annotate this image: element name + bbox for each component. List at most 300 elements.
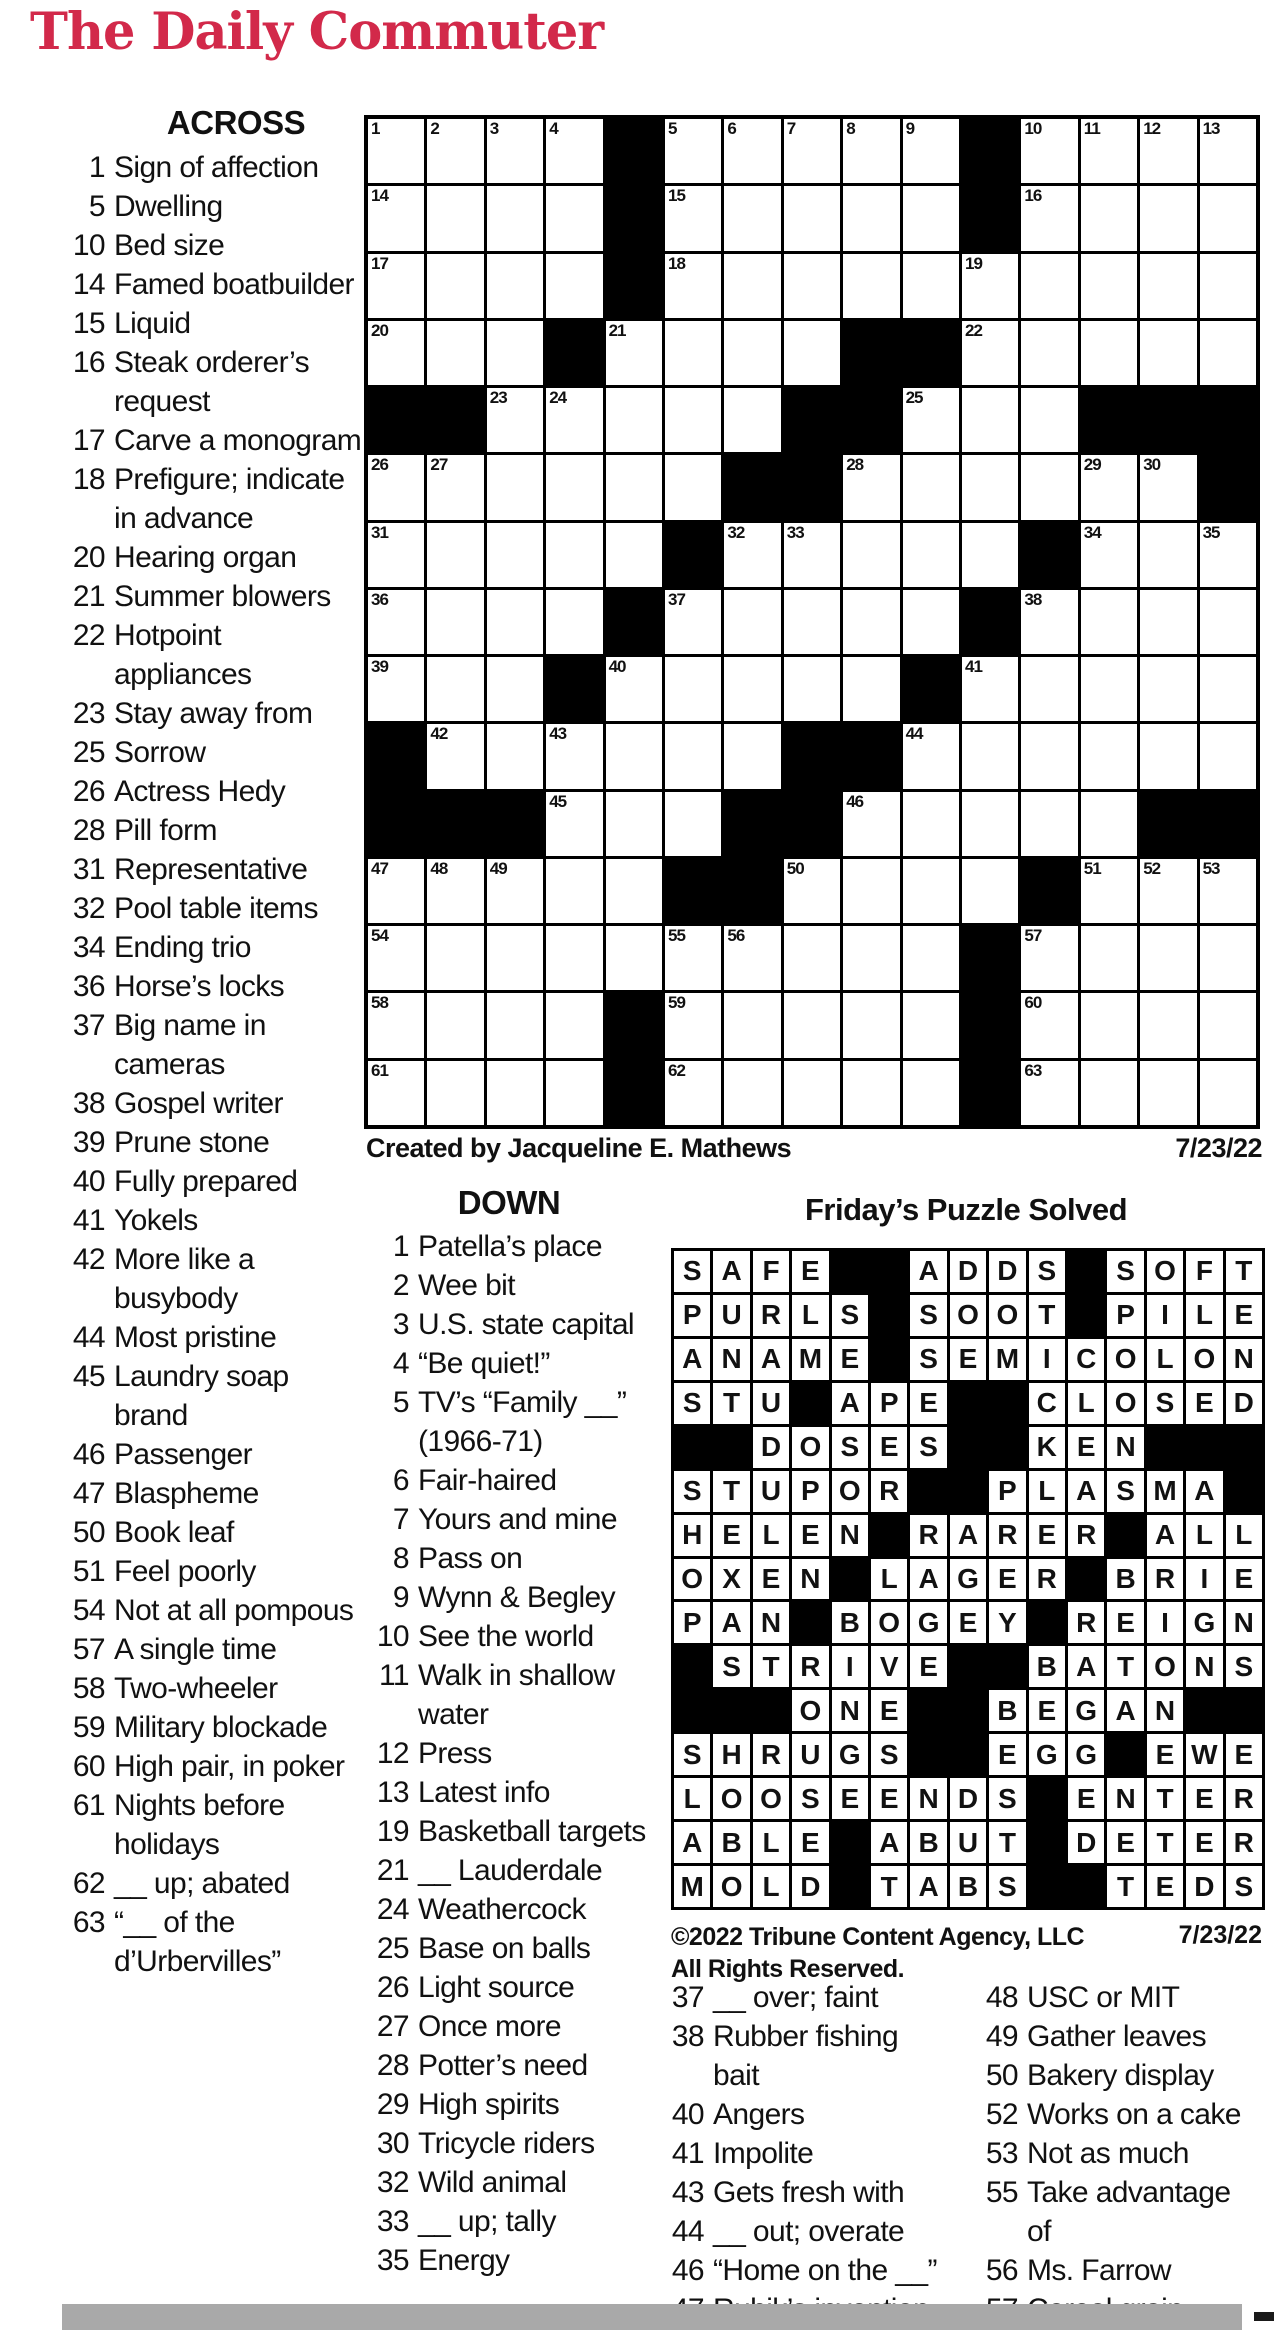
clue-item [55, 889, 417, 928]
grid-cell[interactable] [665, 119, 721, 183]
clue-number: 14 [72, 268, 105, 301]
grid-cell[interactable] [784, 523, 840, 587]
grid-cell[interactable] [487, 186, 543, 250]
solved-black-cell [871, 1339, 907, 1380]
grid-cell[interactable] [1021, 388, 1077, 452]
grid-cell[interactable] [1021, 1061, 1077, 1125]
grid-cell[interactable] [962, 859, 1018, 923]
grid-cell[interactable] [1081, 859, 1137, 923]
grid-cell[interactable] [427, 926, 483, 990]
grid-cell[interactable] [1200, 926, 1256, 990]
grid-cell[interactable] [546, 388, 602, 452]
grid-cell[interactable] [427, 119, 483, 183]
solved-letter-cell: P [989, 1471, 1025, 1512]
grid-cell[interactable] [1081, 321, 1137, 385]
grid-cell[interactable] [903, 388, 959, 452]
solved-black-cell [674, 1690, 710, 1731]
grid-cell[interactable] [665, 388, 721, 452]
grid-cell[interactable] [903, 186, 959, 250]
grid-cell[interactable] [1081, 724, 1137, 788]
grid-cell[interactable] [487, 119, 543, 183]
grid-cell[interactable] [903, 119, 959, 183]
grid-cell[interactable] [1140, 254, 1196, 318]
grid-cell[interactable] [843, 455, 899, 519]
grid-cell[interactable] [843, 657, 899, 721]
black-cell [1021, 859, 1077, 923]
cell-number: 58 [371, 993, 388, 1013]
solved-letter-cell: S [1147, 1383, 1183, 1424]
solved-letter-cell: A [674, 1822, 710, 1863]
grid-cell[interactable] [784, 1061, 840, 1125]
cell-number: 20 [371, 320, 388, 340]
clue-number: 43 [671, 2176, 704, 2209]
solved-black-cell [950, 1427, 986, 1468]
grid-cell[interactable] [1081, 254, 1137, 318]
clue-text: Hotpoint appliances [114, 619, 252, 691]
solved-letter-cell: A [713, 1602, 749, 1643]
grid-cell[interactable] [962, 792, 1018, 856]
solved-letter-cell: N [1226, 1339, 1262, 1380]
clue-text: Gospel writer [114, 1087, 283, 1120]
cell-number: 19 [965, 253, 982, 273]
clue-item [960, 2173, 1274, 2251]
grid-cell[interactable] [427, 657, 483, 721]
grid-cell[interactable] [843, 792, 899, 856]
grid-cell[interactable] [724, 119, 780, 183]
grid-cell[interactable] [427, 590, 483, 654]
grid-cell[interactable] [843, 590, 899, 654]
grid-cell[interactable] [1140, 657, 1196, 721]
grid-cell[interactable] [1200, 523, 1256, 587]
clue-number: 38 [72, 1087, 105, 1120]
grid-cell[interactable] [487, 590, 543, 654]
grid-cell[interactable] [1200, 119, 1256, 183]
black-cell [546, 321, 602, 385]
grid-cell[interactable] [1081, 926, 1137, 990]
grid-cell[interactable] [546, 254, 602, 318]
clue-item [55, 148, 417, 187]
solved-letter-cell: T [1107, 1646, 1143, 1687]
solved-letter-cell: A [871, 1822, 907, 1863]
grid-cell[interactable] [427, 724, 483, 788]
solved-black-cell [1226, 1427, 1262, 1468]
solved-letter-cell: A [910, 1559, 946, 1600]
grid-cell[interactable] [962, 724, 1018, 788]
cell-number: 53 [1202, 858, 1220, 878]
grid-cell[interactable] [1021, 926, 1077, 990]
clue-text: TV’s “Family __” (1966-71) [418, 1386, 627, 1458]
grid-cell[interactable] [1140, 1061, 1196, 1125]
grid-cell[interactable] [546, 119, 602, 183]
grid-cell[interactable] [487, 388, 543, 452]
grid-cell[interactable] [962, 455, 1018, 519]
grid-cell[interactable] [724, 1061, 780, 1125]
clue-number: 16 [72, 346, 105, 379]
bottom-scrollbar-track[interactable] [62, 2304, 1242, 2330]
grid-cell[interactable] [903, 254, 959, 318]
grid-cell[interactable] [1021, 321, 1077, 385]
grid-cell[interactable] [962, 388, 1018, 452]
grid-cell[interactable] [368, 657, 424, 721]
grid-cell[interactable] [1200, 657, 1256, 721]
grid-cell[interactable] [1081, 523, 1137, 587]
clue-item [55, 226, 417, 265]
puzzle-grid[interactable] [364, 115, 1260, 1129]
clue-text: “Home on the __” [713, 2254, 937, 2287]
grid-cell[interactable] [368, 859, 424, 923]
clue-text: Not as much [1027, 2137, 1189, 2170]
clue-item [353, 1305, 665, 1344]
solved-letter-cell: S [832, 1427, 868, 1468]
clue-number: 27 [376, 2010, 409, 2043]
clue-text: Book leaf [114, 1516, 234, 1549]
grid-cell[interactable] [724, 926, 780, 990]
grid-cell[interactable] [368, 926, 424, 990]
grid-cell[interactable] [665, 254, 721, 318]
solved-letter-cell: L [1147, 1339, 1183, 1380]
grid-cell[interactable] [843, 186, 899, 250]
grid-cell[interactable] [724, 321, 780, 385]
grid-cell[interactable] [1021, 186, 1077, 250]
clue-item [55, 694, 417, 733]
clue-text: Pass on [418, 1542, 523, 1575]
grid-cell[interactable] [606, 388, 662, 452]
grid-cell[interactable] [606, 321, 662, 385]
grid-cell[interactable] [784, 657, 840, 721]
grid-cell[interactable] [1140, 859, 1196, 923]
solved-black-cell [910, 1471, 946, 1512]
grid-cell[interactable] [1140, 926, 1196, 990]
grid-cell[interactable] [1140, 186, 1196, 250]
solved-black-cell [950, 1690, 986, 1731]
black-cell [962, 926, 1018, 990]
grid-cell[interactable] [427, 254, 483, 318]
clue-number: 17 [72, 424, 105, 457]
clue-text: U.S. state capital [418, 1308, 634, 1341]
grid-cell[interactable] [606, 792, 662, 856]
byline-row [366, 1133, 1262, 1164]
grid-cell[interactable] [1081, 455, 1137, 519]
solved-letter-cell: N [713, 1339, 749, 1380]
grid-cell[interactable] [606, 455, 662, 519]
clue-number: 53 [985, 2137, 1018, 2170]
grid-cell[interactable] [903, 859, 959, 923]
clue-item [353, 1890, 665, 1929]
cell-number: 57 [1024, 926, 1042, 946]
grid-cell[interactable] [665, 926, 721, 990]
grid-cell[interactable] [487, 1061, 543, 1125]
grid-cell[interactable] [368, 254, 424, 318]
grid-cell[interactable] [903, 590, 959, 654]
grid-cell[interactable] [546, 455, 602, 519]
cell-number: 40 [608, 657, 626, 677]
grid-cell[interactable] [843, 926, 899, 990]
grid-cell[interactable] [903, 523, 959, 587]
grid-cell[interactable] [546, 186, 602, 250]
black-cell [665, 859, 721, 923]
clue-text: Not at all pompous [114, 1594, 354, 1627]
grid-cell[interactable] [487, 455, 543, 519]
grid-cell[interactable] [784, 321, 840, 385]
grid-cell[interactable] [1140, 724, 1196, 788]
clue-text: Military blockade [114, 1711, 328, 1744]
grid-cell[interactable] [1200, 321, 1256, 385]
clue-item [55, 265, 417, 304]
grid-cell[interactable] [546, 792, 602, 856]
solved-letter-cell: S [1226, 1866, 1262, 1907]
clue-number: 26 [376, 1971, 409, 2004]
grid-cell[interactable] [1140, 590, 1196, 654]
grid-cell[interactable] [368, 590, 424, 654]
grid-cell[interactable] [843, 993, 899, 1057]
cell-number: 46 [846, 791, 864, 811]
grid-cell[interactable] [784, 186, 840, 250]
grid-cell[interactable] [1200, 254, 1256, 318]
clue-item [648, 2251, 953, 2290]
grid-cell[interactable] [1140, 455, 1196, 519]
grid-cell[interactable] [665, 321, 721, 385]
grid-cell[interactable] [487, 993, 543, 1057]
solved-letter-cell: S [832, 1295, 868, 1336]
grid-cell[interactable] [606, 523, 662, 587]
grid-cell[interactable] [1021, 792, 1077, 856]
grid-cell[interactable] [606, 657, 662, 721]
grid-cell[interactable] [1081, 119, 1137, 183]
clue-number: 31 [72, 853, 105, 886]
grid-cell[interactable] [1200, 590, 1256, 654]
cell-number: 52 [1143, 858, 1161, 878]
grid-cell[interactable] [427, 523, 483, 587]
grid-cell[interactable] [665, 590, 721, 654]
solved-letter-cell: L [871, 1559, 907, 1600]
grid-cell[interactable] [962, 321, 1018, 385]
clue-text: __ up; abated [114, 1867, 290, 1900]
solved-letter-cell: V [871, 1646, 907, 1687]
solved-letter-cell: E [1147, 1866, 1183, 1907]
black-cell [606, 993, 662, 1057]
grid-cell[interactable] [665, 724, 721, 788]
clue-item [55, 1084, 417, 1123]
clue-text: Ending trio [114, 931, 251, 964]
grid-cell[interactable] [724, 388, 780, 452]
grid-cell[interactable] [665, 186, 721, 250]
clue-number: 48 [985, 1981, 1018, 2014]
clue-item [353, 1617, 665, 1656]
clue-text: Summer blowers [114, 580, 331, 613]
clue-number: 50 [72, 1516, 105, 1549]
solved-letter-cell: U [753, 1383, 789, 1424]
clue-number: 1 [88, 151, 105, 184]
grid-cell[interactable] [843, 859, 899, 923]
clue-text: Laundry soap brand [114, 1360, 289, 1432]
grid-cell[interactable] [368, 523, 424, 587]
grid-cell[interactable] [546, 926, 602, 990]
grid-cell[interactable] [368, 993, 424, 1057]
solved-black-cell [832, 1251, 868, 1292]
solved-letter-cell: S [989, 1778, 1025, 1819]
grid-cell[interactable] [1081, 1061, 1137, 1125]
grid-cell[interactable] [1140, 523, 1196, 587]
grid-cell[interactable] [1081, 186, 1137, 250]
grid-cell[interactable] [843, 254, 899, 318]
grid-cell[interactable] [427, 1061, 483, 1125]
grid-cell[interactable] [427, 859, 483, 923]
solved-letter-cell: S [674, 1383, 710, 1424]
grid-cell[interactable] [724, 724, 780, 788]
grid-cell[interactable] [427, 455, 483, 519]
grid-cell[interactable] [546, 724, 602, 788]
grid-cell[interactable] [1021, 254, 1077, 318]
cell-number: 26 [371, 455, 388, 475]
grid-cell[interactable] [665, 993, 721, 1057]
grid-cell[interactable] [724, 186, 780, 250]
grid-cell[interactable] [487, 657, 543, 721]
solved-black-cell [1107, 1734, 1143, 1775]
grid-cell[interactable] [1021, 993, 1077, 1057]
solved-letter-cell: A [1068, 1471, 1104, 1512]
clue-text: Prune stone [114, 1126, 270, 1159]
grid-cell[interactable] [1021, 724, 1077, 788]
grid-cell[interactable] [546, 1061, 602, 1125]
clue-item [353, 2202, 665, 2241]
grid-cell[interactable] [962, 254, 1018, 318]
grid-cell[interactable] [606, 926, 662, 990]
grid-cell[interactable] [1021, 590, 1077, 654]
solved-letter-cell: A [1107, 1690, 1143, 1731]
solved-letter-cell: E [871, 1690, 907, 1731]
clue-number: 37 [72, 1009, 105, 1042]
grid-cell[interactable] [1081, 792, 1137, 856]
grid-cell[interactable] [903, 993, 959, 1057]
grid-cell[interactable] [1200, 993, 1256, 1057]
solved-black-cell [832, 1822, 868, 1863]
grid-cell[interactable] [903, 926, 959, 990]
down-clues-continued-right [960, 1978, 1274, 2329]
grid-cell[interactable] [1021, 119, 1077, 183]
grid-cell[interactable] [843, 1061, 899, 1125]
grid-cell[interactable] [1200, 186, 1256, 250]
solved-letter-cell: N [753, 1602, 789, 1643]
grid-cell[interactable] [546, 993, 602, 1057]
grid-cell[interactable] [784, 590, 840, 654]
grid-cell[interactable] [724, 657, 780, 721]
black-cell [368, 724, 424, 788]
grid-cell[interactable] [487, 321, 543, 385]
grid-cell[interactable] [487, 254, 543, 318]
solved-letter-cell: U [950, 1822, 986, 1863]
grid-cell[interactable] [1200, 724, 1256, 788]
grid-cell[interactable] [665, 1061, 721, 1125]
solved-letter-cell: N [832, 1690, 868, 1731]
grid-cell[interactable] [546, 590, 602, 654]
grid-cell[interactable] [843, 119, 899, 183]
solved-black-cell [753, 1690, 789, 1731]
grid-cell[interactable] [1200, 859, 1256, 923]
grid-cell[interactable] [487, 926, 543, 990]
solved-black-cell [989, 1383, 1025, 1424]
grid-cell[interactable] [724, 993, 780, 1057]
solved-letter-cell: N [1186, 1646, 1222, 1687]
grid-cell[interactable] [962, 523, 1018, 587]
solved-letter-cell: G [1186, 1602, 1222, 1643]
grid-cell[interactable] [784, 254, 840, 318]
grid-cell[interactable] [606, 724, 662, 788]
grid-cell[interactable] [724, 523, 780, 587]
clue-text: “Be quiet!” [418, 1347, 550, 1380]
grid-cell[interactable] [427, 993, 483, 1057]
grid-cell[interactable] [784, 993, 840, 1057]
grid-cell[interactable] [903, 455, 959, 519]
grid-cell[interactable] [427, 186, 483, 250]
grid-cell[interactable] [487, 523, 543, 587]
black-cell [546, 657, 602, 721]
grid-cell[interactable] [368, 186, 424, 250]
grid-cell[interactable] [1021, 657, 1077, 721]
grid-cell[interactable] [784, 859, 840, 923]
solved-black-cell [674, 1646, 710, 1687]
grid-cell[interactable] [665, 455, 721, 519]
solved-date: 7/23/22 [1178, 1921, 1262, 1949]
black-cell [903, 657, 959, 721]
grid-cell[interactable] [784, 926, 840, 990]
grid-cell[interactable] [903, 1061, 959, 1125]
solved-letter-cell: N [1107, 1778, 1143, 1819]
grid-cell[interactable] [1081, 993, 1137, 1057]
grid-cell[interactable] [903, 792, 959, 856]
grid-cell[interactable] [1140, 321, 1196, 385]
grid-cell[interactable] [784, 119, 840, 183]
grid-cell[interactable] [843, 523, 899, 587]
grid-cell[interactable] [368, 455, 424, 519]
grid-cell[interactable] [546, 523, 602, 587]
grid-cell[interactable] [368, 321, 424, 385]
grid-cell[interactable] [487, 724, 543, 788]
solved-black-cell [1226, 1690, 1262, 1731]
clue-item [55, 304, 417, 343]
solved-letter-cell: W [1186, 1734, 1222, 1775]
solved-letter-cell: E [713, 1515, 749, 1556]
grid-cell[interactable] [1081, 657, 1137, 721]
grid-cell[interactable] [903, 724, 959, 788]
grid-cell[interactable] [606, 859, 662, 923]
grid-cell[interactable] [546, 859, 602, 923]
grid-cell[interactable] [487, 859, 543, 923]
grid-cell[interactable] [1081, 590, 1137, 654]
solved-letter-cell: N [1147, 1690, 1183, 1731]
clue-item [353, 1812, 665, 1851]
solved-letter-cell: E [753, 1559, 789, 1600]
grid-cell[interactable] [665, 657, 721, 721]
grid-cell[interactable] [368, 119, 424, 183]
grid-cell[interactable] [368, 1061, 424, 1125]
cell-number: 50 [786, 858, 804, 878]
grid-cell[interactable] [962, 657, 1018, 721]
grid-cell[interactable] [427, 321, 483, 385]
grid-cell[interactable] [1021, 455, 1077, 519]
grid-cell[interactable] [1200, 1061, 1256, 1125]
grid-cell[interactable] [665, 792, 721, 856]
clue-text: See the world [418, 1620, 594, 1653]
solved-letter-cell: Y [989, 1602, 1025, 1643]
clue-item [353, 2046, 665, 2085]
bottom-scrollbar-thumb[interactable] [1254, 2312, 1274, 2321]
grid-cell[interactable] [1140, 119, 1196, 183]
grid-cell[interactable] [724, 590, 780, 654]
grid-cell[interactable] [724, 254, 780, 318]
grid-cell[interactable] [1140, 993, 1196, 1057]
solved-black-cell [1068, 1251, 1104, 1292]
solved-letter-cell: R [792, 1646, 828, 1687]
